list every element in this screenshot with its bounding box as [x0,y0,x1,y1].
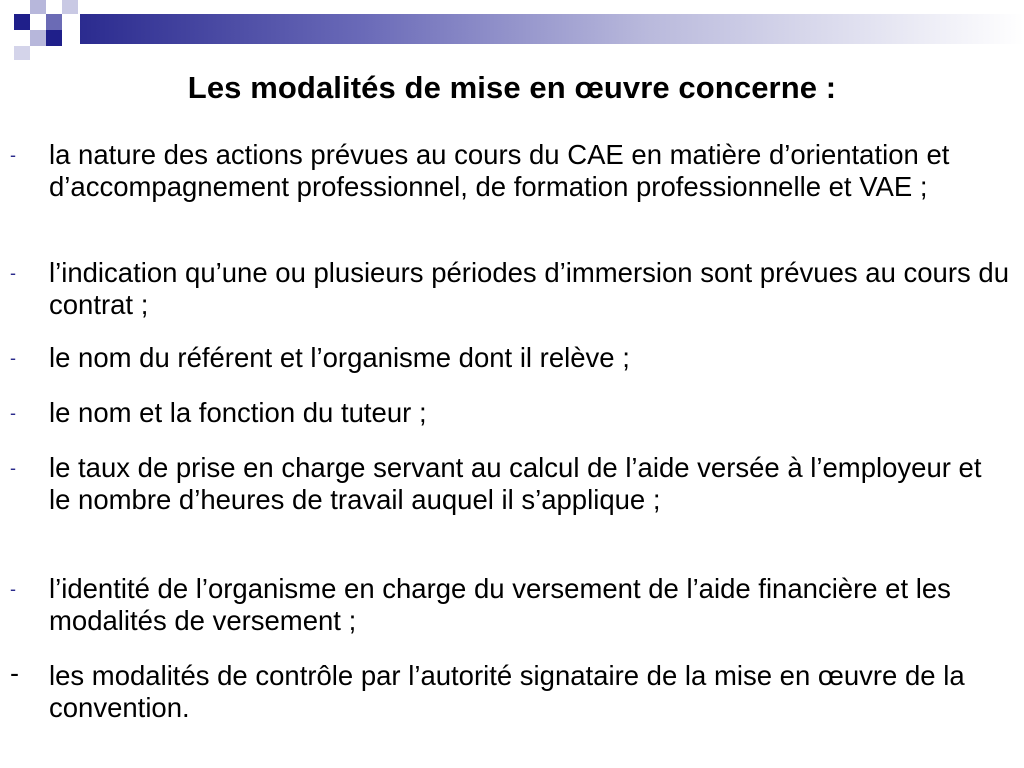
slide-title: Les modalités de mise en œuvre concerne : [187,70,837,105]
bullet-marker: - [10,263,16,283]
bullet-marker: - [10,658,19,688]
bullet-text: l’indication qu’une ou plusieurs périodes d’immersion sont prévues au cours du contrat ; [49,257,1009,320]
bullet-item [10,660,1010,724]
bullet-item [10,452,1010,516]
bullet-item [10,257,1010,321]
bullet-text: la nature des actions prévues au cours du CAE en matière d’orientation et d’accompagnement professionnel, de formation professionnelle et VAE ; [49,139,950,202]
bullet-item [10,139,1010,203]
bullet-text: le taux de prise en charge servant au calcul de l’aide versée à l’employeur et le nombre d’heures de travail auquel il s’applique ; [49,452,982,515]
bullet-text: les modalités de contrôle par l’autorité signataire de la mise en œuvre de la convention. [49,660,965,723]
bullet-item [10,397,1010,429]
bullet-marker: - [10,145,16,165]
bullet-text: l’identité de l’organisme en charge du versement de l’aide financière et les modalités de versement ; [49,573,951,636]
bullet-marker: - [10,348,16,368]
bullet-marker: - [10,579,16,599]
bullet-marker: - [10,458,16,478]
bullet-text: le nom du référent et l’organisme dont il relève ; [49,342,630,373]
bullet-text: le nom et la fonction du tuteur ; [49,397,427,428]
bullet-item [10,573,1010,637]
bullet-item [10,342,1010,374]
bullet-marker: - [10,403,16,423]
